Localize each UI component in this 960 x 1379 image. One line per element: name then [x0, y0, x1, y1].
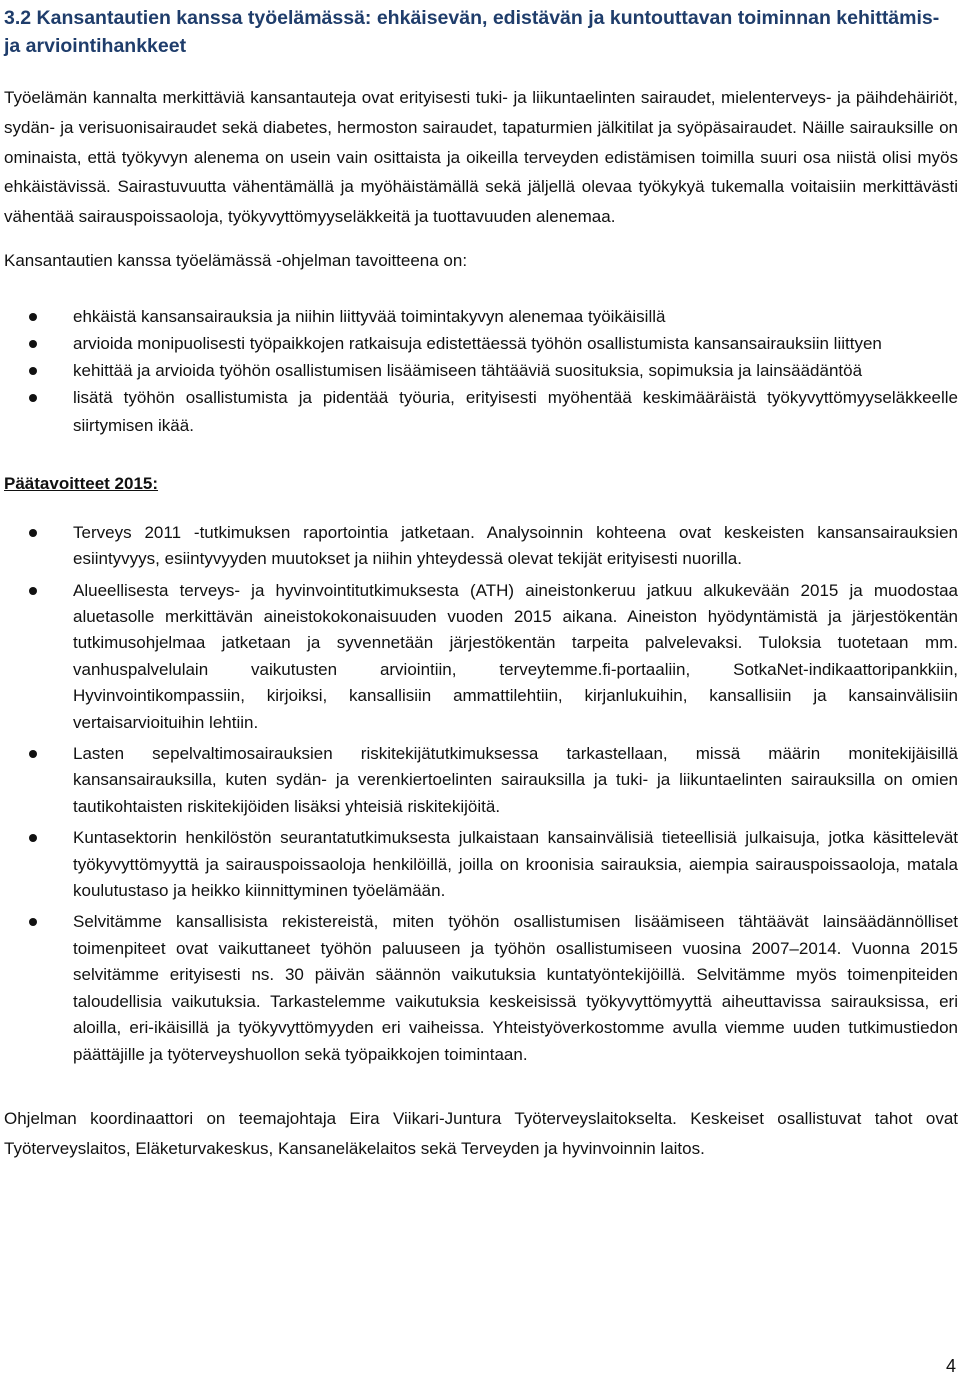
- bullet-icon: [29, 394, 37, 402]
- bullet-icon: [29, 313, 37, 321]
- goal-text: lisätä työhön osallistumista ja pidentää työuria, erityisesti myöhentää keskimääräistä työkyvyttömyyseläkkeelle siirtymisen ikää.: [73, 388, 958, 435]
- coordinator-paragraph: Ohjelman koordinaattori on teemajohtaja Eira Viikari-Juntura Työterveyslaitokselta. Keskeiset osallistuvat tahot ovat Työterveyslaitos, Eläketurvakeskus, Kansaneläkelaitos sekä Terveyden ja hyvinvoinnin laitos.: [4, 1108, 958, 1158]
- objectives-heading: Päätavoitteet 2015:: [4, 473, 159, 493]
- bullet-icon: [29, 750, 37, 758]
- bullet-icon: [29, 529, 37, 537]
- objective-text: Alueellisesta terveys- ja hyvinvointitutkimuksesta (ATH) aineistonkeruu jatkuu alkukevään 2015 ja muodostaa aluetasolle merkittävän aineistokokonaisuuden vuoden 2015 aikana. Aineiston hyödyntämistä ja järjestökentän tutkimusohjelmaa jatketaan ja syvennetään järjestökentän tarpeita palvelevaksi. Tuloksia tuotetaan mm. vanhuspalvelulain vaikutusten arviointiin, terveytemme.fi-portaaliin, SotkaNet-indikaattoripankkiin, Hyvinvointikompassiin, kirjoiksi, kansallisiin ammattilehtiin, kirjanlukuihin, kansallisiin ja kansainvälisiin vertaisarvioituihin lehtiin.: [73, 580, 958, 732]
- list-item: [4, 357, 958, 384]
- bullet-icon: [29, 918, 37, 926]
- list-item: [4, 384, 958, 438]
- objective-text: Kuntasektorin henkilöstön seurantatutkimuksesta julkaistaan kansainvälisiä tieteellisiä julkaisuja, jotka käsittelevät työkyvyttömyyttä ja sairauspoissaoloja henkilöillä, joilla on kroonisia sairauksia, aiempia sairauspoissaoloja, matala koulutustaso ja heikko kiinnittyminen työelämään.: [73, 828, 958, 901]
- objective-text: Selvitämme kansallisista rekistereistä, miten työhön osallistumisen lisäämiseen tähtäävät lainsäädännölliset toimenpiteet ovat vaikuttaneet työhön paluuseen ja työhön osallistumiseen vuosina 2007–2014. Vuonna 2015 selvitämme erityisesti ns. 30 päivän säännön vaikutuksia kuntatyöntekijöillä. Selvitämme myös toimenpiteiden taloudellisia vaikutuksia. Tarkastelemme vaikutuksia keskeisissä työkyvyttömyyttä aiheuttavissa sairauksissa, eri aloilla, eri-ikäisillä ja työkyvyttömyyden eri vaiheissa. Yhteistyöverkostomme avulla viemme uuden tutkimustiedon päättäjille ja työterveyshuollon sekä työpaikkojen toimintaan.: [73, 912, 958, 1064]
- list-item: [4, 825, 958, 904]
- bullet-icon: [29, 587, 37, 595]
- list-item: [4, 303, 958, 330]
- document-page: [4, 0, 958, 1181]
- list-item: [4, 520, 958, 573]
- intro-paragraph: Työelämän kannalta merkittäviä kansantauteja ovat erityisesti tuki- ja liikuntaelinten sairaudet, mielenterveys- ja päihdehäiriöt, sydän- ja verisuonisairaudet sekä diabetes, hermoston sairaudet, tapaturmien jälkitilat ja syöpäsairaudet. Näille sairauksille on ominaista, että työkyvyn alenema on usein vain osittaista ja oikeilla terveyden edistämisen toimilla suuri osa niistä olisi myös ehkäistävissä. Sairastuvuutta vähentämällä ja myöhäistämällä sekä jäljellä olevaa työkykyä tukemalla voitaisiin merkittävästi vähentää sairauspoissaoloja, työkyvyttömyyseläkkeitä ja tuottavuuden alenemaa.: [4, 88, 958, 227]
- bullet-icon: [29, 834, 37, 842]
- goals-list: [4, 303, 958, 439]
- goal-text: kehittää ja arvioida työhön osallistumisen lisäämiseen tähtääviä suosituksia, sopimuksia ja lainsäädäntöä: [73, 361, 863, 381]
- page-number: 4: [945, 1356, 956, 1376]
- list-item: [4, 909, 958, 1067]
- objectives-list: [4, 520, 958, 1068]
- goal-text: ehkäistä kansansairauksia ja niihin liittyvää toimintakyvyn alenemaa työikäisillä: [73, 306, 666, 326]
- bullet-icon: [29, 340, 37, 348]
- bullet-icon: [29, 367, 37, 375]
- goal-intro: Kansantautien kanssa työelämässä -ohjelman tavoitteena on:: [4, 250, 468, 270]
- list-item: [4, 578, 958, 736]
- list-item: [4, 741, 958, 820]
- objective-text: Terveys 2011 -tutkimuksen raportointia jatketaan. Analysoinnin kohteena ovat keskeisten kansansairauksien esiintyvyys, esiintyvyyden muutokset ja niihin yhteydessä olevat tekijät erityisesti nuorilla.: [73, 522, 958, 569]
- section-title: 3.2 Kansantautien kanssa työelämässä: ehkäisevän, edistävän ja kuntouttavan toiminnan kehittämis- ja arviointihankkeet: [4, 7, 940, 57]
- objective-text: Lasten sepelvaltimosairauksien riskitekijätutkimuksessa tarkastellaan, missä määrin monitekijäisillä kansansairauksilla, kuten sydän- ja verenkiertoelinten sairauksilla ja tuki- ja liikuntaelinten sairauksilla on omien tautikohtaisten riskitekijöiden lisäksi yhteisiä riskitekijöitä.: [73, 744, 958, 816]
- goal-text: arvioida monipuolisesti työpaikkojen ratkaisuja edistettäessä työhön osallistumista kansansairauksiin liittyen: [73, 333, 882, 353]
- list-item: [4, 330, 958, 357]
